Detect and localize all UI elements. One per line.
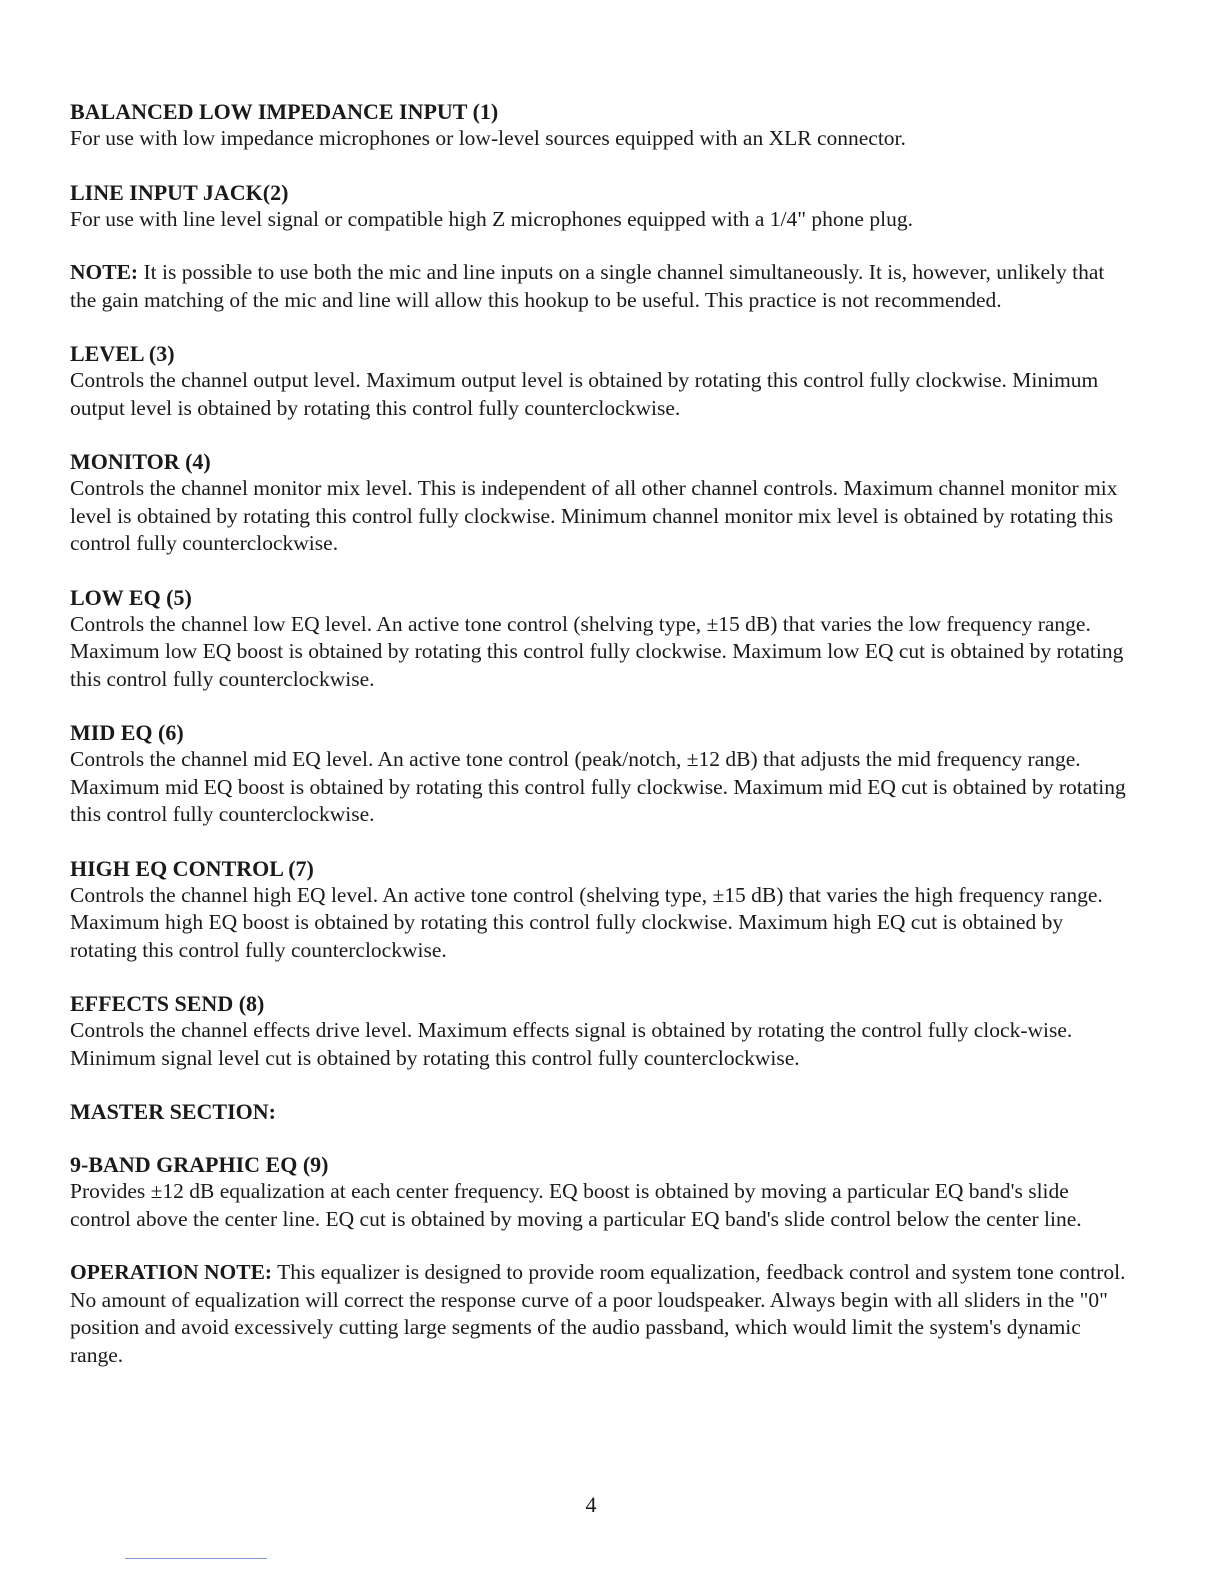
section-line-input [70,179,1130,234]
note-block [70,259,1130,314]
section-mid-eq [70,719,1130,829]
section-heading: MID EQ (6) [70,720,184,745]
section-heading: HIGH EQ CONTROL (7) [70,855,314,881]
section-text: Provides ±12 dB equalization at each center frequency. EQ boost is obtained by moving a particular EQ band's slide control above the center line. EQ cut is obtained by moving a particular EQ band's slide control below the center line. [70,1179,1082,1231]
section-heading: EFFECTS SEND (8) [70,991,265,1016]
section-text: Controls the channel monitor mix level. This is independent of all other channel controls. Maximum channel monitor mix level is obtained by rotating this control fully clockwise. Minimum channel monitor mix level is obtained by rotating this control fully counterclockwise. [70,476,1118,555]
section-heading: LOW EQ (5) [70,584,192,610]
manual-page [70,98,1130,1395]
page-number: 4 [585,1492,597,1517]
note-paragraph [70,259,1130,314]
section-master [70,1098,1130,1125]
operation-note-label: OPERATION NOTE: [70,1260,273,1284]
section-heading: BALANCED LOW IMPEDANCE INPUT (1) [70,99,499,124]
section-high-eq [70,855,1130,965]
section-graphic-eq [70,1151,1130,1233]
operation-note-text: This equalizer is designed to provide room equalization, feedback control and system tone control. No amount of equalization will correct the response curve of a poor loudspeaker. Always begin with all sliders in the "0" position and avoid excessively cutting large segments of the audio passband, which would limit the system's dynamic range. [70,1260,1126,1367]
section-heading: MONITOR (4) [70,449,211,474]
section-text: Controls the channel output level. Maximum output level is obtained by rotating this control fully clockwise. Minimum output level is obtained by rotating this control fully counterclockwise. [70,368,1099,420]
section-text: For use with line level signal or compatible high Z microphones equipped with a 1/4" phone plug. [70,206,913,231]
master-heading: MASTER SECTION: [70,1099,276,1124]
section-monitor [70,448,1130,558]
section-text: Controls the channel high EQ level. An active tone control (shelving type, ±15 dB) that varies the high frequency range. Maximum high EQ boost is obtained by rotating this control fully clockwise. Maximum high EQ cut is obtained by rotating this control fully counterclockwise. [70,882,1103,962]
operation-note-paragraph [70,1259,1130,1369]
bottom-rule [125,1558,267,1559]
section-level [70,340,1130,422]
section-heading: LEVEL (3) [70,341,175,366]
note-label: NOTE: [70,260,139,284]
section-text: For use with low impedance microphones or low-level sources equipped with an XLR connector. [70,126,906,150]
section-effects-send [70,990,1130,1072]
section-balanced-input [70,98,1130,153]
section-heading: LINE INPUT JACK(2) [70,179,289,205]
section-heading: 9-BAND GRAPHIC EQ (9) [70,1152,329,1177]
section-text: Controls the channel low EQ level. An active tone control (shelving type, ±15 dB) that varies the low frequency range. Maximum low EQ boost is obtained by rotating this control fully clockwise. Maximum low EQ cut is obtained by rotating this control fully counterclockwise. [70,611,1124,691]
operation-note-block [70,1259,1130,1369]
section-text: Controls the channel mid EQ level. An active tone control (peak/notch, ±12 dB) that adjusts the mid frequency range. Maximum mid EQ boost is obtained by rotating this control fully clockwise. Maximum mid EQ cut is obtained by rotating this control fully counterclockwise. [70,747,1126,826]
note-text: It is possible to use both the mic and line inputs on a single channel simultaneously. It is, however, unlikely that the gain matching of the mic and line will allow this hookup to be useful. This practice is not recommended. [70,260,1105,312]
section-text: Controls the channel effects drive level. Maximum effects signal is obtained by rotating the control fully clock-wise. Minimum signal level cut is obtained by rotating this control fully counterclockwise. [70,1018,1073,1070]
section-low-eq [70,584,1130,694]
